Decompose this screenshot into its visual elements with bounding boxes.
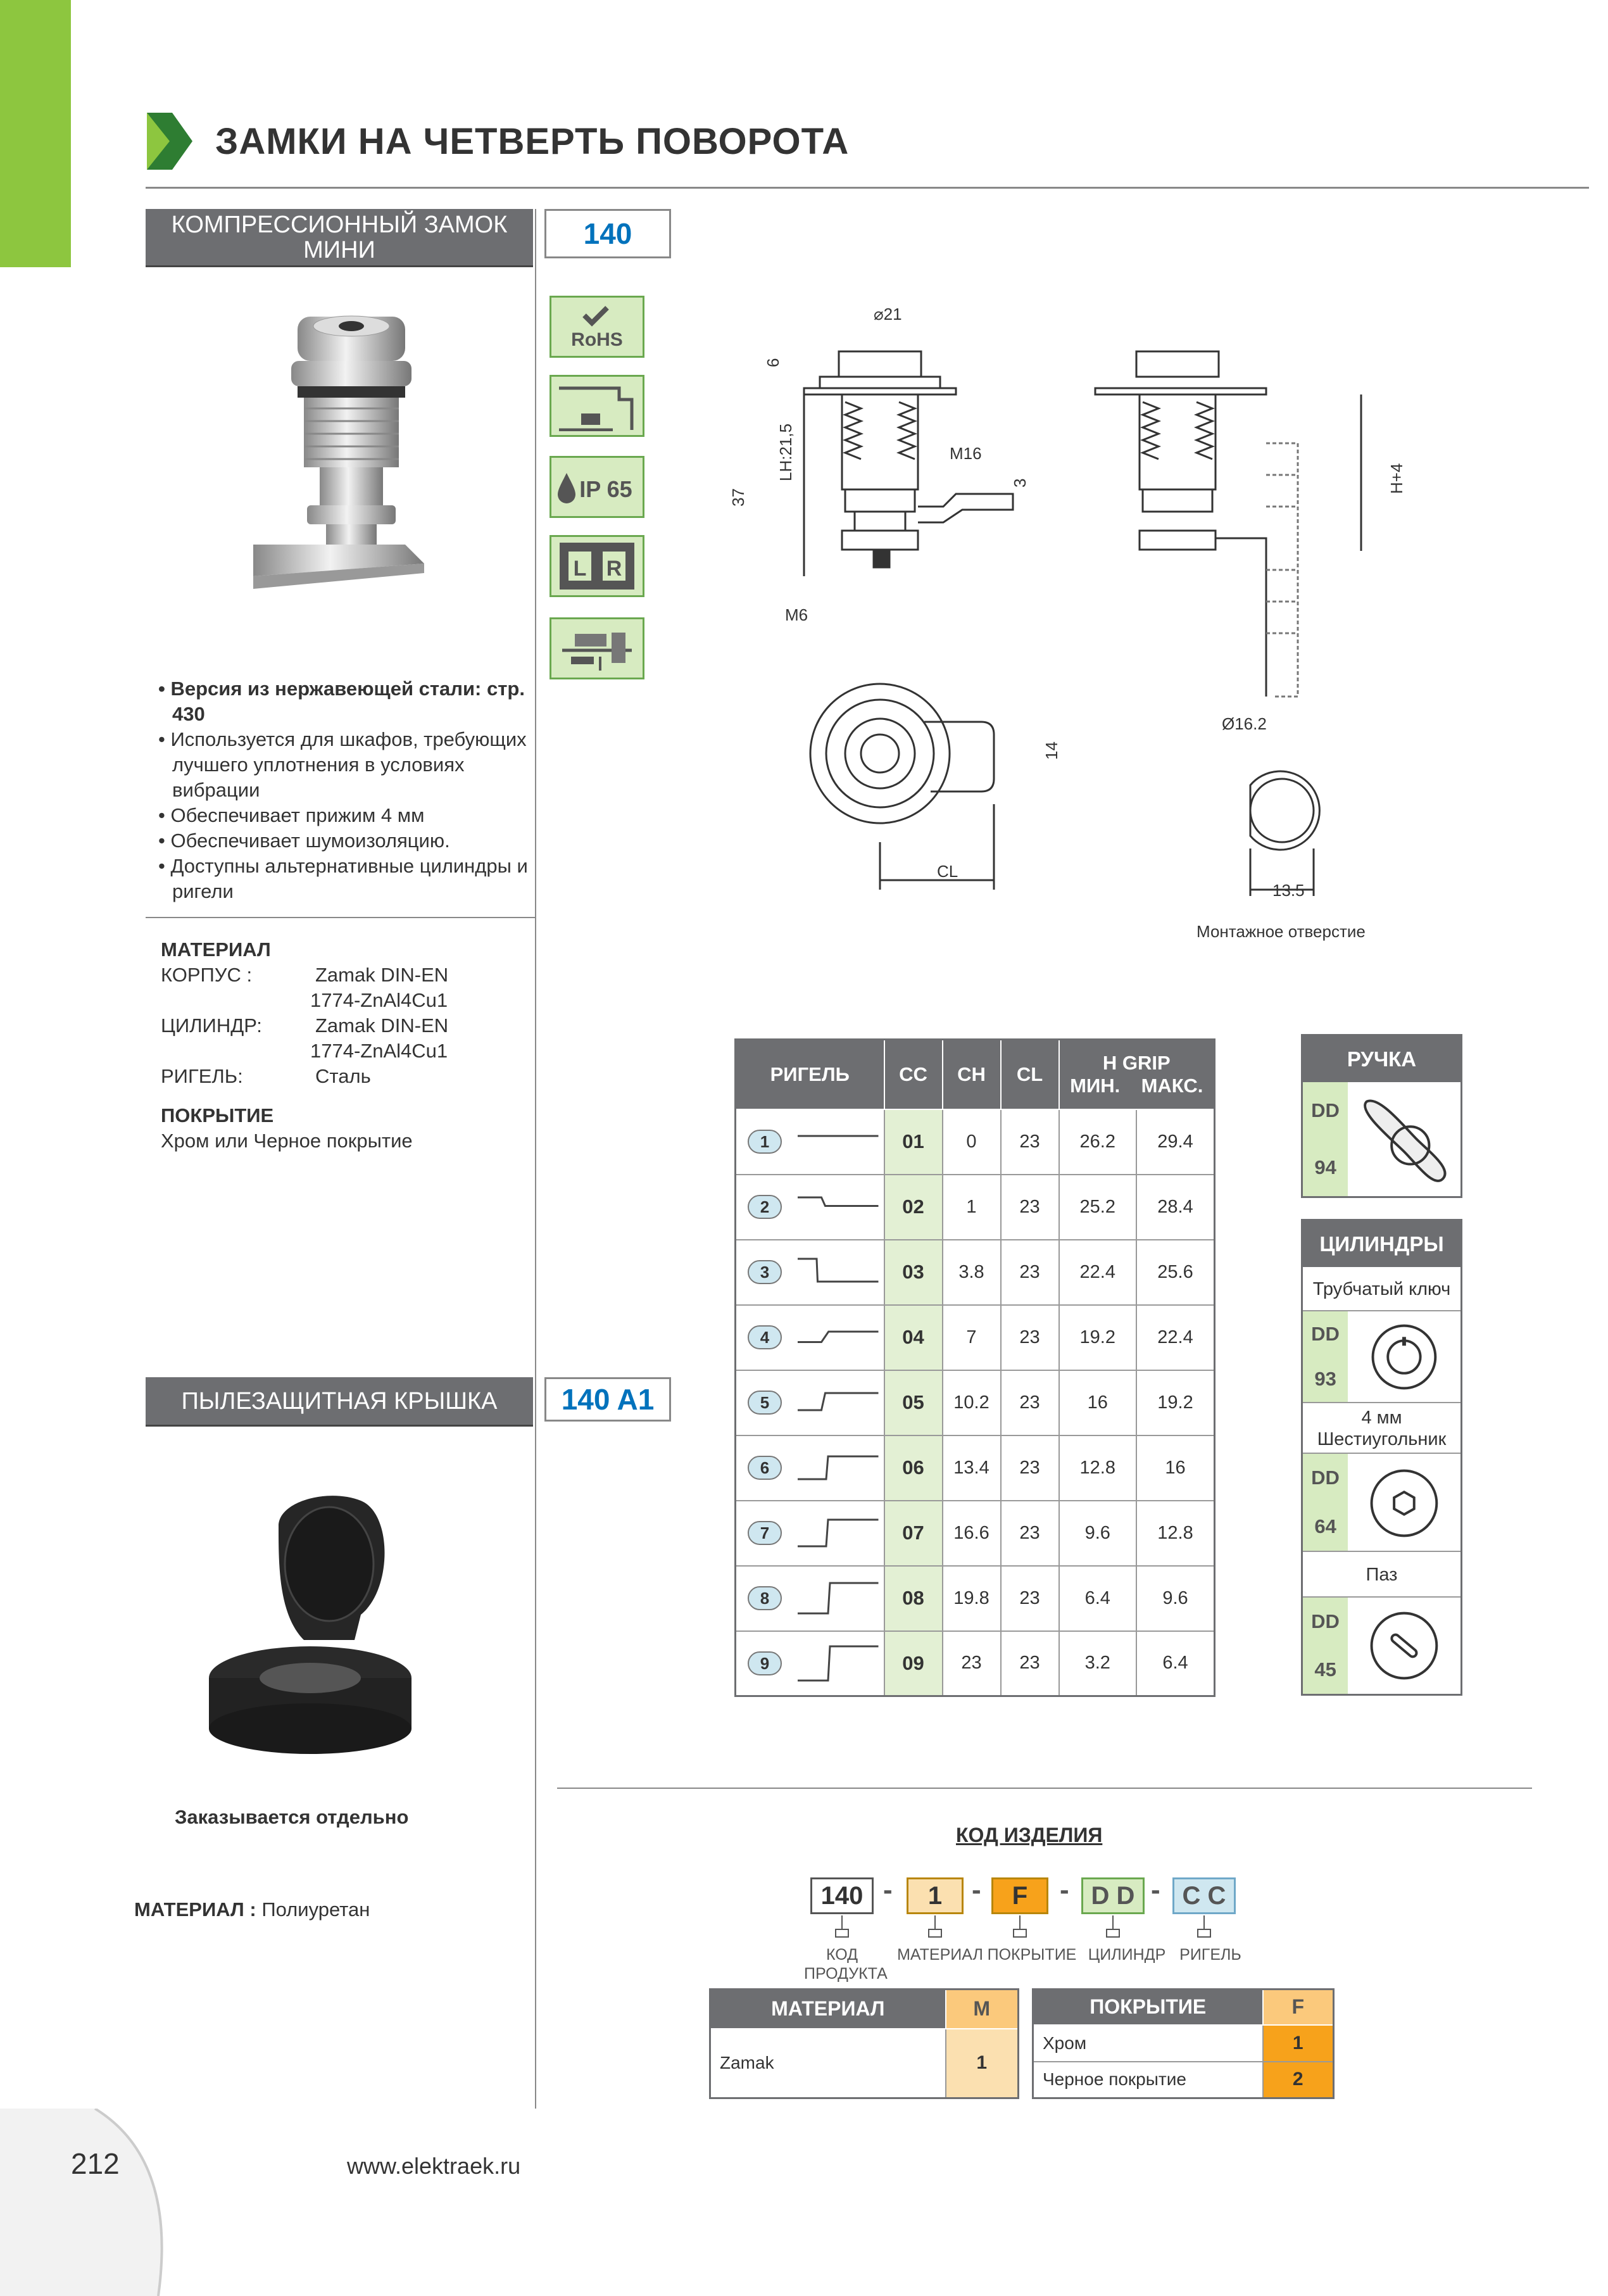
rigel-cell [736,1566,884,1631]
coating-table-value: 2 [1263,2062,1334,2098]
dim-m6: M6 [785,605,808,624]
svg-text:RoHS: RoHS [571,329,623,350]
rigel-number-badge: 2 [748,1195,782,1219]
dim-m16: M16 [950,444,982,463]
feature-item: • Обеспечивает прижим 4 мм [158,804,425,826]
rigel-hgrip-min: 6.4 [1059,1566,1136,1631]
rigel-hgrip-min: 3.2 [1059,1631,1136,1696]
wing-handle-icon [1348,1082,1460,1196]
rigel-ch: 10.2 [943,1370,1001,1435]
rigel-row [736,1305,1215,1370]
code-dash: - [972,1874,981,1905]
rigel-cl: 23 [1001,1240,1059,1305]
column-divider [535,209,536,2109]
code-part-coating: F [991,1877,1048,1914]
rigel-cc: 03 [884,1240,943,1305]
rigel-ch: 0 [943,1109,1001,1175]
code-label: МАТЕРИАЛ [897,1946,983,1964]
rigel-ch: 3.8 [943,1240,1001,1305]
rigel-shape-icon [788,1180,883,1233]
material-value: Zamak DIN-EN [315,1014,449,1037]
rigel-shape-icon [788,1441,883,1494]
title-divider [146,187,1589,189]
rigel-ch: 1 [943,1175,1001,1240]
rigel-hgrip-max: 19.2 [1136,1370,1215,1435]
material-value: 1774-ZnAl4Cu1 [310,1040,448,1062]
rigel-cell [736,1109,884,1175]
rigel-table [734,1038,1215,1697]
handle-code: 94 [1314,1156,1336,1178]
material-key: КОРПУС : [161,964,253,986]
rigel-shape-icon [788,1506,883,1560]
svg-text:IP 65: IP 65 [579,476,632,502]
rigel-cc: 09 [884,1631,943,1696]
cylinder-dd: DD [1311,1322,1340,1345]
code-part-product: 140 [810,1877,874,1914]
feature-item: • Доступны альтернативные цилиндры и ригели [158,855,528,902]
material-block [161,937,448,1154]
rigel-shape-icon [788,1376,883,1429]
rigel-shape-icon [788,1572,883,1625]
cylinder-dd: DD [1311,1467,1340,1489]
rigel-ch: 16.6 [943,1501,1001,1566]
material-key: ЦИЛИНДР: [161,1014,262,1037]
rohs-badge [550,296,644,358]
coating-table-value: 1 [1263,2025,1334,2062]
page-number: 212 [71,2147,120,2180]
dim-d21: ⌀21 [874,305,902,324]
rigel-hgrip-min: 16 [1059,1370,1136,1435]
dim-6: 6 [763,358,782,367]
rigel-hgrip-min: 26.2 [1059,1109,1136,1175]
rigel-row [736,1370,1215,1435]
rigel-cc: 07 [884,1501,943,1566]
code-part-rigel: C C [1172,1877,1236,1914]
rigel-hgrip-max: 9.6 [1136,1566,1215,1631]
material-value: Zamak DIN-EN [315,964,449,986]
water-drop-icon [553,462,641,512]
rigel-row [736,1240,1215,1305]
code-part-material: 1 [907,1877,964,1914]
rigel-number-badge: 4 [748,1325,782,1349]
dim-h4: H+4 [1387,463,1406,494]
rigel-hgrip-max: 28.4 [1136,1175,1215,1240]
rigel-number-badge: 6 [748,1456,782,1480]
code-connectors [810,1915,1241,1941]
rigel-row [736,1109,1215,1175]
dim-14: 14 [1042,741,1061,760]
rigel-number-badge: 3 [748,1260,782,1284]
product-code-heading: КОД ИЗДЕЛИЯ [956,1824,1103,1846]
divider [557,1788,1532,1789]
dim-37: 37 [729,488,748,507]
rigel-shape-icon [788,1637,883,1690]
rigel-hgrip-min: 12.8 [1059,1435,1136,1501]
material-heading: МАТЕРИАЛ [161,938,271,961]
rigel-shape-icon [788,1311,883,1364]
feature-list [158,676,532,904]
rigel-number-badge: 9 [748,1651,782,1675]
rigel-shape-icon [788,1246,883,1299]
rigel-hgrip-min: 19.2 [1059,1305,1136,1370]
rigel-ch: 19.8 [943,1566,1001,1631]
rigel-row [736,1631,1215,1696]
rigel-number-badge: 1 [748,1130,782,1154]
rigel-hgrip-max: 6.4 [1136,1631,1215,1696]
left-right-badge [550,535,644,597]
panel-mount-icon [556,381,638,431]
mount-caption: Монтажное отверстие [1197,922,1366,941]
feature-item: • Версия из нержавеющей стали: стр. 430 [158,678,525,725]
compression-icon [556,621,638,676]
rigel-number-badge: 8 [748,1586,782,1610]
dim-cl: CL [937,862,958,881]
rigel-row [736,1435,1215,1501]
product-code-box: 140 [544,209,671,258]
divider [146,917,535,918]
material-table-name: Zamak [710,2029,946,2098]
rigel-cell [736,1370,884,1435]
rigel-row [736,1566,1215,1631]
col-rigel: РИГЕЛЬ [736,1040,884,1109]
material-table-value: 1 [946,2029,1019,2098]
order-note: Заказывается отдельно [175,1806,409,1828]
page-corner-curve [0,2109,177,2296]
rigel-cell [736,1435,884,1501]
coating-table-heading: ПОКРЫТИЕ [1033,1990,1263,2025]
cylinder-label: 4 мм Шестиугольник [1303,1403,1460,1454]
code-label: ПОКРЫТИЕ [987,1946,1077,1964]
col-hgrip: H GRIP МИН. МАКС. [1059,1040,1215,1109]
green-side-tab [0,0,71,267]
cylinder-label: Паз [1303,1552,1460,1598]
dim-3: 3 [1010,478,1029,488]
cylinder-code: 64 [1314,1515,1336,1537]
dim-d162: Ø16.2 [1222,714,1267,733]
rigel-cell [736,1501,884,1566]
material-table-col: M [946,1990,1019,2029]
panel-mount-badge [550,375,644,437]
compression-badge [550,617,644,679]
rigel-ch: 13.4 [943,1435,1001,1501]
material-value: 1774-ZnAl4Cu1 [310,989,448,1011]
coating-heading: ПОКРЫТИЕ [161,1104,274,1126]
dim-135: 13.5 [1272,881,1305,900]
tubular-key-icon [1348,1311,1460,1403]
code-label: ЦИЛИНДР [1088,1946,1166,1964]
rigel-shape-icon [788,1115,883,1168]
code-dash: - [1060,1874,1069,1905]
rigel-hgrip-max: 25.6 [1136,1240,1215,1305]
dim-lh: LH:21,5 [776,423,795,481]
rohs-icon [559,301,635,352]
rigel-cc: 08 [884,1566,943,1631]
handle-dd: DD [1311,1099,1340,1121]
ip65-badge [550,456,644,518]
coating-table-col: F [1263,1990,1334,2025]
code-label: РИГЕЛЬ [1179,1946,1241,1964]
rigel-cl: 23 [1001,1631,1059,1696]
rigel-hgrip-max: 22.4 [1136,1305,1215,1370]
dust-cover-material: МАТЕРИАЛ : Полиуретан [134,1898,370,1921]
rigel-hgrip-min: 9.6 [1059,1501,1136,1566]
website-link[interactable]: www.elektraek.ru [347,2153,521,2179]
handle-table [1301,1034,1462,1198]
cylinders-heading: ЦИЛИНДРЫ [1303,1221,1460,1267]
rigel-hgrip-min: 25.2 [1059,1175,1136,1240]
rigel-row [736,1501,1215,1566]
cylinders-table [1301,1219,1462,1696]
rigel-row [736,1175,1215,1240]
slot-key-icon [1348,1598,1460,1694]
coating-value: Хром или Черное покрытие [161,1130,413,1152]
rigel-cl: 23 [1001,1435,1059,1501]
page-title: ЗАМКИ НА ЧЕТВЕРТЬ ПОВОРОТА [215,121,850,162]
rigel-cell [736,1305,884,1370]
code-part-cylinder: D D [1081,1877,1145,1914]
hex-key-icon [1348,1454,1460,1552]
col-cl: CL [1001,1040,1059,1109]
material-code-table [709,1988,1019,2099]
code-dash: - [883,1874,893,1905]
rigel-hgrip-max: 12.8 [1136,1501,1215,1566]
feature-item: • Обеспечивает шумоизоляцию. [158,829,450,852]
rigel-cc: 04 [884,1305,943,1370]
rigel-cl: 23 [1001,1566,1059,1631]
col-cc: CC [884,1040,943,1109]
dust-cover-header: ПЫЛЕЗАЩИТНАЯ КРЫШКА [146,1377,533,1427]
rigel-cell [736,1175,884,1240]
cylinder-code: 45 [1314,1658,1336,1681]
rigel-number-badge: 7 [748,1521,782,1545]
rigel-cell [736,1240,884,1305]
rigel-cc: 06 [884,1435,943,1501]
material-table-heading: МАТЕРИАЛ [710,1990,946,2029]
rigel-cl: 23 [1001,1109,1059,1175]
rigel-hgrip-max: 29.4 [1136,1109,1215,1175]
rigel-cl: 23 [1001,1175,1059,1240]
rigel-cl: 23 [1001,1370,1059,1435]
lock-photo [241,304,468,608]
svg-text:L: L [573,557,587,581]
code-dash: - [1151,1874,1160,1905]
cylinder-code: 93 [1314,1368,1336,1391]
cylinder-label: Трубчатый ключ [1303,1267,1460,1311]
dust-cover-photo [203,1488,430,1754]
coating-code-table [1032,1988,1335,2099]
dust-cover-code-box: 140 A1 [544,1377,671,1422]
rigel-ch: 23 [943,1631,1001,1696]
material-value: Сталь [315,1065,371,1087]
rigel-hgrip-min: 22.4 [1059,1240,1136,1305]
rigel-cc: 01 [884,1109,943,1175]
coating-table-name: Хром [1033,2025,1263,2062]
feature-item: • Используется для шкафов, требующих лучшего уплотнения в условиях вибрации [158,728,527,801]
col-ch: CH [943,1040,1001,1109]
rigel-number-badge: 5 [748,1391,782,1415]
rigel-cl: 23 [1001,1501,1059,1566]
left-right-icon [556,539,638,593]
rigel-cell [736,1631,884,1696]
cylinder-dd: DD [1311,1610,1340,1632]
chevron-right-icon [147,113,192,170]
material-key: РИГЕЛЬ: [161,1065,243,1087]
technical-drawing [728,298,1488,950]
handle-heading: РУЧКА [1303,1036,1460,1082]
rigel-cc: 05 [884,1370,943,1435]
rigel-cl: 23 [1001,1305,1059,1370]
svg-text:R: R [606,557,622,581]
coating-table-name: Черное покрытие [1033,2062,1263,2098]
rigel-ch: 7 [943,1305,1001,1370]
code-label: КОД ПРОДУКТА [804,1946,888,1983]
rigel-hgrip-max: 16 [1136,1435,1215,1501]
rigel-cc: 02 [884,1175,943,1240]
product-name-header: КОМПРЕССИОННЫЙ ЗАМОК МИНИ [146,209,533,267]
